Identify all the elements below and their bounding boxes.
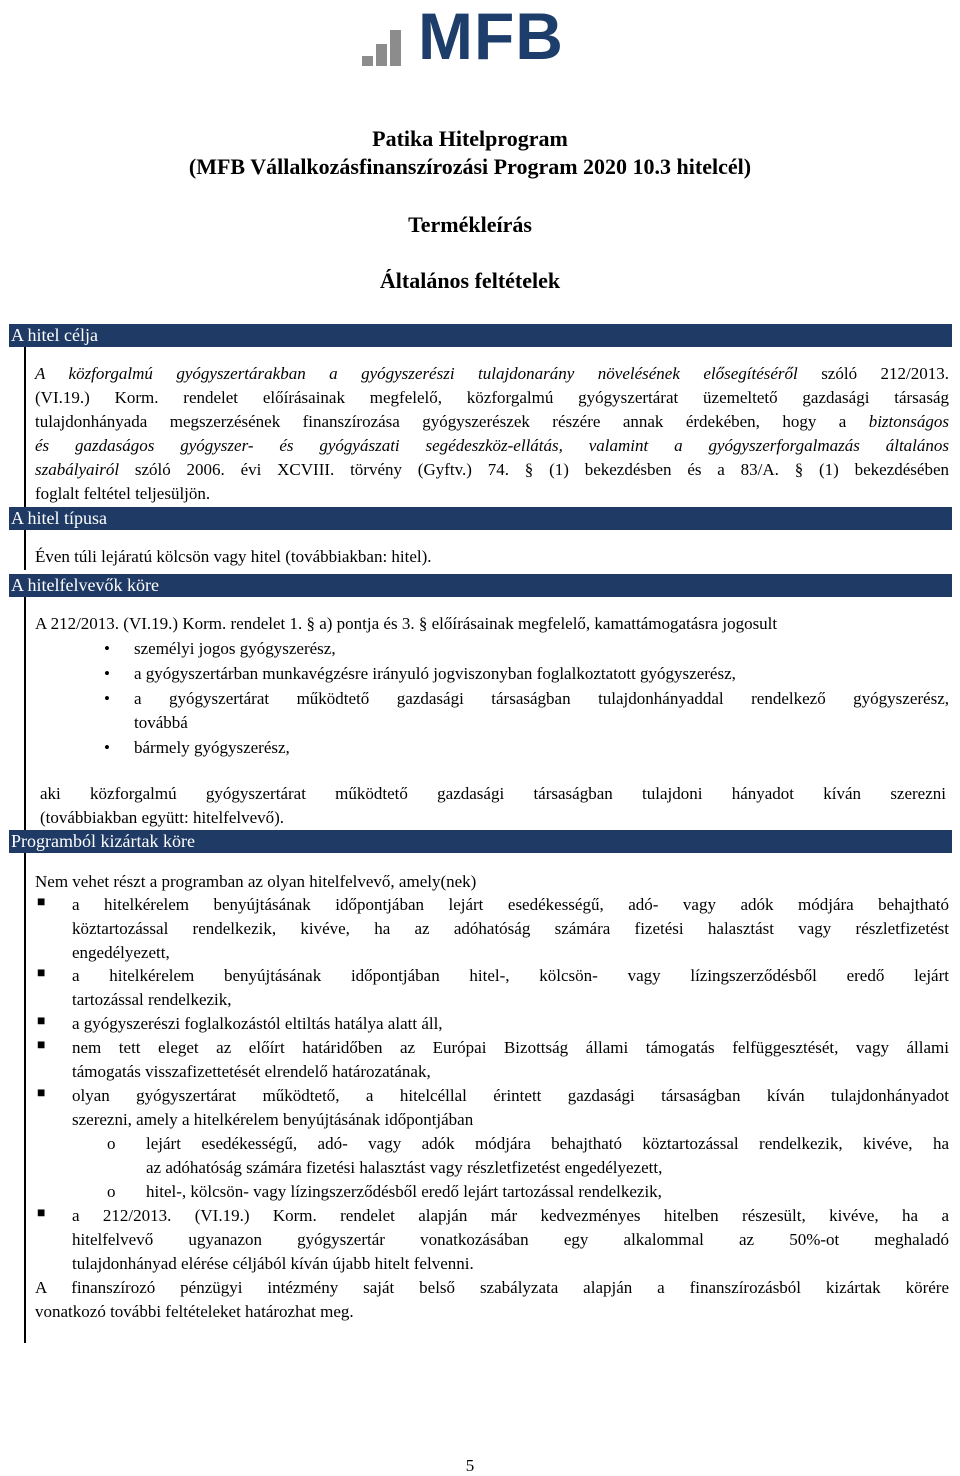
excluded-item-line: tartozással rendelkezik, — [72, 990, 232, 1009]
square-bullet-icon: ■ — [37, 1206, 46, 1221]
document-title: Patika Hitelprogram — [372, 126, 568, 151]
bullet-icon: • — [104, 738, 110, 757]
circle-bullet-icon: o — [107, 1134, 116, 1153]
square-bullet-icon: ■ — [37, 1014, 46, 1029]
bullet-icon: • — [104, 689, 110, 708]
borrower-item: személyi jogos gyógyszerész, — [134, 639, 336, 658]
excluded-item-line: tulajdonhányad elérése céljából kíván újabb hitelt felvenni. — [72, 1254, 474, 1273]
mfb-logo — [362, 0, 582, 73]
excluded-item-line: a gyógyszerészi foglalkozástól eltiltás hatálya alatt áll, — [72, 1014, 443, 1033]
purpose-line: szabályairól szóló 2006. évi XCVIII. törvény (Gyftv.) 74. § (1) bekezdésben és a 83/A. § (1) bekezdésében — [35, 460, 949, 479]
purpose-line: tulajdonhányada megszerzésének finanszírozása gyógyszerészek részére annak érdekében, hogy a biztonságos — [35, 412, 949, 431]
bullet-icon: • — [104, 639, 110, 658]
excluded-subitem-line: hitel-, kölcsön- vagy lízingszerződésből eredő lejárt tartozással rendelkezik, — [146, 1182, 662, 1201]
bullet-icon: • — [104, 664, 110, 683]
purpose-line: A közforgalmú gyógyszertárakban a gyógyszerészi tulajdonarány növelésének elősegítéséről szóló 212/2013. — [35, 364, 949, 383]
square-bullet-icon: ■ — [37, 1086, 46, 1101]
section-header-purpose: A hitel célja — [9, 324, 952, 347]
excluded-item-line: nem tett eleget az előírt határidőben az Európai Bizottság állami támogatás felfüggesztését, vagy állami — [72, 1038, 949, 1057]
square-bullet-icon: ■ — [37, 895, 46, 910]
borrower-item: a gyógyszertárat működtető gazdasági társaságban tulajdonhányaddal rendelkező gyógyszerész, — [134, 689, 949, 708]
excluded-closing-line: A finanszírozó pénzügyi intézmény saját belső szabályzata alapján a finanszírozásból kizártak körére — [35, 1278, 949, 1297]
section-divider — [24, 597, 26, 830]
section-header-borrowers: A hitelfelvevők köre — [9, 574, 952, 597]
excluded-item-line: olyan gyógyszertárat működtető, a hitelcéllal érintett gazdasági társaságban kíván tulajdonhányadot — [72, 1086, 949, 1105]
purpose-text — [35, 362, 949, 506]
excluded-item-line: a hitelkérelem benyújtásának időpontjában lejárt esedékességű, adó- vagy adók módjára behajtható — [72, 895, 949, 914]
type-text: Éven túli lejáratú kölcsön vagy hitel (továbbiakban: hitel). — [35, 547, 432, 566]
borrowers-outro: (továbbiakban együtt: hitelfelvevő). — [40, 808, 285, 827]
logo-text: MFB — [418, 0, 564, 73]
excluded-subitem-line: lejárt esedékességű, adó- vagy adók módjára behajtható köztartozással rendelkezik, kivéve, ha — [146, 1134, 949, 1153]
borrowers-intro: A 212/2013. (VI.19.) Korm. rendelet 1. § a) pontja és 3. § előírásainak megfelelő, kamattámogatásra jogosult — [35, 614, 778, 633]
excluded-item-line: támogatás visszafizettetését elrendelő határozatának, — [72, 1062, 431, 1081]
purpose-line: foglalt feltétel teljesüljön. — [35, 484, 211, 503]
borrower-item: a gyógyszertárban munkavégzésre irányuló jogviszonyban foglalkoztatott gyógyszerész, — [134, 664, 736, 683]
purpose-line: (VI.19.) Korm. rendelet előírásainak megfelelő, közforgalmú gyógyszertárat üzemeltető gazdasági társaság — [35, 388, 949, 407]
section-divider — [24, 347, 26, 507]
product-description-heading: Termékleírás — [408, 212, 532, 237]
excluded-item-line: hitelfelvevő ugyanazon gyógyszertár vonatkozásában egy alkalommal az 50%-ot meghaladó — [72, 1230, 949, 1249]
borrower-item: továbbá — [134, 713, 188, 732]
document-subtitle: (MFB Vállalkozásfinanszírozási Program 2020 10.3 hitelcél) — [188, 154, 752, 179]
square-bullet-icon: ■ — [37, 1038, 46, 1053]
excluded-item-line: a 212/2013. (VI.19.) Korm. rendelet alapján már kedvezményes hitelben részesült, kivéve, ha a — [72, 1206, 949, 1225]
section-divider — [24, 530, 26, 570]
general-conditions-heading: Általános feltételek — [379, 268, 561, 293]
excluded-subitem-line: az adóhatóság számára fizetési halasztást vagy részletfizetést engedélyezett, — [146, 1158, 663, 1177]
borrowers-outro: aki közforgalmú gyógyszertárat működtető gazdasági társaságban tulajdoni hányadot kíván szerezni — [40, 784, 946, 803]
square-bullet-icon: ■ — [37, 966, 46, 981]
circle-bullet-icon: o — [107, 1182, 116, 1201]
purpose-line: és gazdaságos gyógyszer- és gyógyászati segédeszköz-ellátás, valamint a gyógyszerforgalmazás általános — [35, 436, 949, 455]
section-header-type: A hitel típusa — [9, 507, 952, 530]
excluded-item-line: a hitelkérelem benyújtásának időpontjában hitel-, kölcsön- vagy lízingszerződésből eredő lejárt — [72, 966, 949, 985]
section-header-excluded: Programból kizártak köre — [9, 830, 952, 853]
borrower-item: bármely gyógyszerész, — [134, 738, 290, 757]
excluded-item-line: szerezni, amely a hitelkérelem benyújtásának időpontjában — [72, 1110, 474, 1129]
page-number: 5 — [465, 1456, 475, 1475]
section-divider — [24, 853, 26, 1343]
excluded-intro: Nem vehet részt a programban az olyan hitelfelvevő, amely(nek) — [35, 872, 477, 891]
excluded-item-line: engedélyezett, — [72, 943, 170, 962]
excluded-item-line: köztartozással rendelkezik, kivéve, ha az adóhatóság számára fizetési halasztást vagy részletfizetést — [72, 919, 949, 938]
excluded-closing-line: vonatkozó további feltételeket határozhat meg. — [35, 1302, 354, 1321]
